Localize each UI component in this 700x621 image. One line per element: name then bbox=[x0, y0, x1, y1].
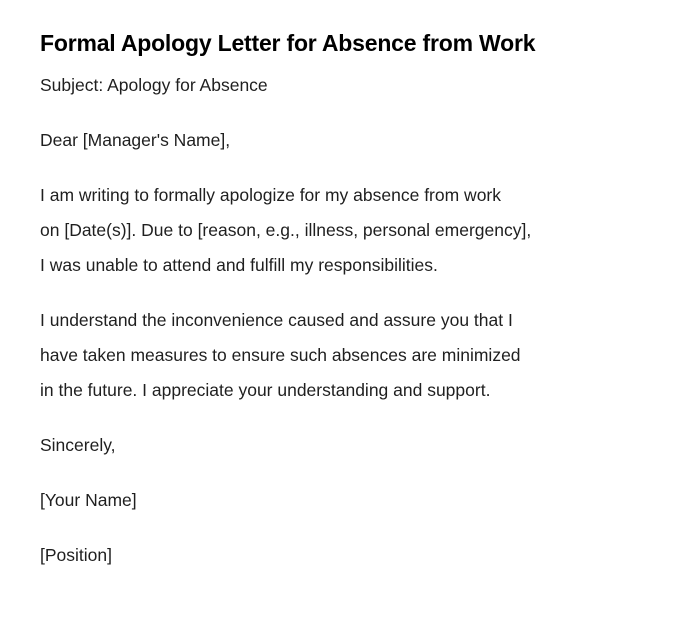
salutation: Dear [Manager's Name], bbox=[40, 130, 231, 150]
paragraph-line: on [Date(s)]. Due to [reason, e.g., illness, personal emergency], bbox=[40, 220, 532, 240]
subject-line: Subject: Apology for Absence bbox=[40, 75, 268, 95]
closing: Sincerely, bbox=[40, 435, 116, 455]
page-title: Formal Apology Letter for Absence from Work bbox=[40, 30, 536, 56]
body-paragraph-1 bbox=[40, 178, 660, 283]
signature-position: [Position] bbox=[40, 545, 112, 565]
signature-name: [Your Name] bbox=[40, 490, 137, 510]
paragraph-line: I was unable to attend and fulfill my responsibilities. bbox=[40, 255, 438, 275]
paragraph-line: I understand the inconvenience caused and assure you that I bbox=[40, 310, 513, 330]
paragraph-line: in the future. I appreciate your understanding and support. bbox=[40, 380, 491, 400]
body-paragraph-2 bbox=[40, 303, 660, 408]
paragraph-line: have taken measures to ensure such absences are minimized bbox=[40, 345, 521, 365]
paragraph-line: I am writing to formally apologize for my absence from work bbox=[40, 185, 501, 205]
